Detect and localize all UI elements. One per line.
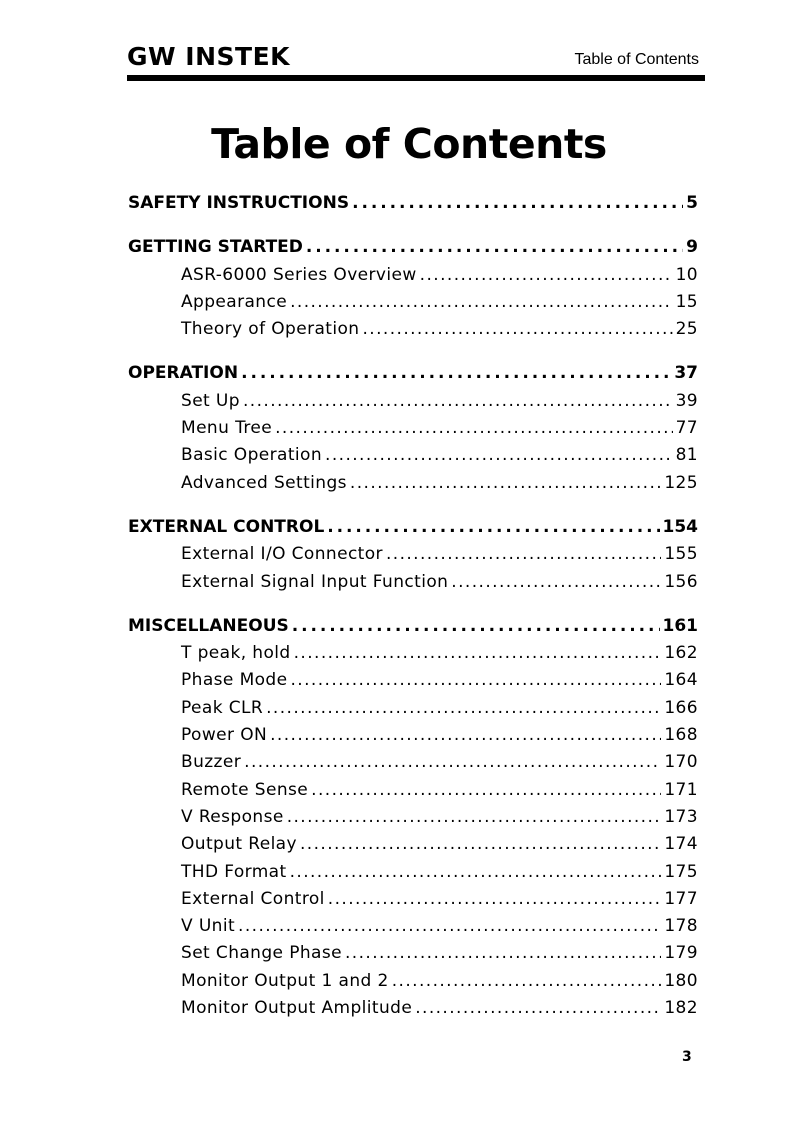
toc-entry-page: 174 (664, 834, 698, 855)
toc-subentry[interactable] (128, 442, 698, 469)
toc-entry-page: 173 (664, 806, 698, 827)
toc-section (128, 190, 698, 217)
dot-leader (287, 804, 662, 831)
toc-entry-title: External I/O Connector (181, 544, 383, 565)
dot-leader (328, 886, 662, 913)
toc-entry-page: 161 (662, 615, 698, 636)
toc-entry-page: 179 (664, 943, 698, 964)
toc-entry-title: Theory of Operation (181, 319, 360, 340)
toc-entry-page: 155 (664, 544, 698, 565)
toc-subentry[interactable] (128, 749, 698, 776)
toc-entry-title: V Response (181, 806, 284, 827)
dot-leader (275, 415, 672, 442)
dot-leader (292, 613, 660, 640)
toc-entry-page: 9 (686, 237, 698, 258)
toc-entry-page: 162 (664, 643, 698, 664)
brand-logo (127, 44, 290, 70)
toc-entry-page: 25 (675, 319, 698, 340)
toc-chapter[interactable] (128, 514, 698, 541)
toc-entry-title: External Control (181, 888, 325, 909)
toc-subentry[interactable] (128, 289, 698, 316)
toc-entry-title: Monitor Output Amplitude (181, 998, 413, 1019)
toc-chapter[interactable] (128, 190, 698, 217)
toc-entry-page: 125 (664, 472, 698, 493)
dot-leader (306, 234, 683, 261)
dot-leader (238, 913, 661, 940)
toc-section (128, 514, 698, 596)
toc-entry-page: 180 (664, 970, 698, 991)
toc-entry-title: Buzzer (181, 752, 242, 773)
page-header (127, 44, 705, 82)
dot-leader (420, 262, 673, 289)
dot-leader (345, 940, 661, 967)
toc-subentry[interactable] (128, 569, 698, 596)
dot-leader (350, 470, 661, 497)
dot-leader (244, 749, 661, 776)
toc-entry-title: THD Format (181, 861, 287, 882)
toc-entry-title: EXTERNAL CONTROL (128, 516, 325, 537)
dot-leader (290, 667, 661, 694)
toc-subentry[interactable] (128, 995, 698, 1022)
toc-entry-title: Output Relay (181, 834, 297, 855)
toc-subentry[interactable] (128, 940, 698, 967)
toc-subentry[interactable] (128, 640, 698, 667)
toc-subentry[interactable] (128, 777, 698, 804)
toc-subentry[interactable] (128, 262, 698, 289)
toc-entry-page: 177 (664, 888, 698, 909)
toc-entry-title: MISCELLANEOUS (128, 615, 289, 636)
dot-leader (243, 388, 673, 415)
dot-leader (392, 968, 662, 995)
toc-entry-page: 175 (664, 861, 698, 882)
dot-leader (325, 442, 673, 469)
table-of-contents (128, 190, 698, 1039)
toc-subentry[interactable] (128, 804, 698, 831)
toc-section (128, 234, 698, 343)
toc-subentry[interactable] (128, 667, 698, 694)
toc-entry-title: Set Change Phase (181, 943, 342, 964)
toc-entry-title: OPERATION (128, 363, 239, 384)
toc-entry-title: Remote Sense (181, 779, 309, 800)
toc-subentry[interactable] (128, 859, 698, 886)
toc-subentry[interactable] (128, 913, 698, 940)
toc-entry-page: 81 (675, 445, 698, 466)
dot-leader (362, 316, 672, 343)
toc-entry-page: 166 (664, 697, 698, 718)
toc-entry-title: SAFETY INSTRUCTIONS (128, 193, 350, 213)
toc-entry-page: 156 (664, 571, 698, 592)
toc-entry-title: External Signal Input Function (181, 571, 449, 592)
toc-entry-page: 170 (664, 752, 698, 773)
toc-entry-title: T peak, hold (181, 643, 291, 664)
toc-subentry[interactable] (128, 831, 698, 858)
toc-entry-page: 182 (664, 998, 698, 1019)
header-rule (127, 75, 705, 81)
toc-entry-page: 5 (686, 193, 698, 213)
toc-entry-title: ASR-6000 Series Overview (181, 264, 417, 285)
dot-leader (451, 569, 661, 596)
toc-entry-page: 37 (674, 363, 698, 384)
logo-text: GW INSTEK (127, 42, 291, 71)
dot-leader (415, 995, 661, 1022)
toc-subentry[interactable] (128, 722, 698, 749)
toc-entry-title: GETTING STARTED (128, 237, 303, 258)
toc-entry-page: 154 (662, 516, 698, 537)
dot-leader (294, 640, 662, 667)
toc-entry-title: Peak CLR (181, 697, 264, 718)
toc-chapter[interactable] (128, 234, 698, 261)
toc-entry-page: 164 (664, 670, 698, 691)
toc-subentry[interactable] (128, 695, 698, 722)
dot-leader (266, 695, 661, 722)
dot-leader (352, 190, 683, 217)
header-title: Table of Contents (574, 51, 699, 68)
toc-subentry[interactable] (128, 415, 698, 442)
toc-subentry[interactable] (128, 388, 698, 415)
toc-entry-title: Appearance (181, 291, 288, 312)
toc-entry-title: Advanced Settings (181, 472, 347, 493)
toc-entry-title: V Unit (181, 916, 236, 937)
dot-leader (290, 859, 662, 886)
toc-entry-page: 178 (664, 916, 698, 937)
toc-entry-page: 171 (664, 779, 698, 800)
toc-entry-page: 39 (675, 390, 698, 411)
page-title: Table of Contents (211, 120, 607, 168)
toc-entry-title: Phase Mode (181, 670, 288, 691)
dot-leader (241, 360, 671, 387)
dot-leader (270, 722, 661, 749)
toc-entry-title: Set Up (181, 390, 240, 411)
dot-leader (290, 289, 672, 316)
toc-entry-title: Power ON (181, 725, 268, 746)
dot-leader (386, 541, 661, 568)
dot-leader (327, 514, 659, 541)
page-number: 3 (682, 1049, 692, 1065)
toc-entry-page: 168 (664, 725, 698, 746)
dot-leader (311, 777, 661, 804)
toc-subentry[interactable] (128, 886, 698, 913)
toc-entry-page: 77 (675, 418, 698, 439)
toc-chapter[interactable] (128, 613, 698, 640)
dot-leader (300, 831, 661, 858)
toc-subentry[interactable] (128, 316, 698, 343)
toc-entry-page: 10 (675, 264, 698, 285)
toc-subentry[interactable] (128, 470, 698, 497)
toc-entry-title: Basic Operation (181, 445, 323, 466)
toc-chapter[interactable] (128, 360, 698, 387)
toc-entry-title: Menu Tree (181, 418, 273, 439)
toc-subentry[interactable] (128, 968, 698, 995)
toc-section (128, 613, 698, 1022)
toc-subentry[interactable] (128, 541, 698, 568)
toc-entry-title: Monitor Output 1 and 2 (181, 970, 389, 991)
toc-entry-page: 15 (675, 291, 698, 312)
toc-section (128, 360, 698, 496)
